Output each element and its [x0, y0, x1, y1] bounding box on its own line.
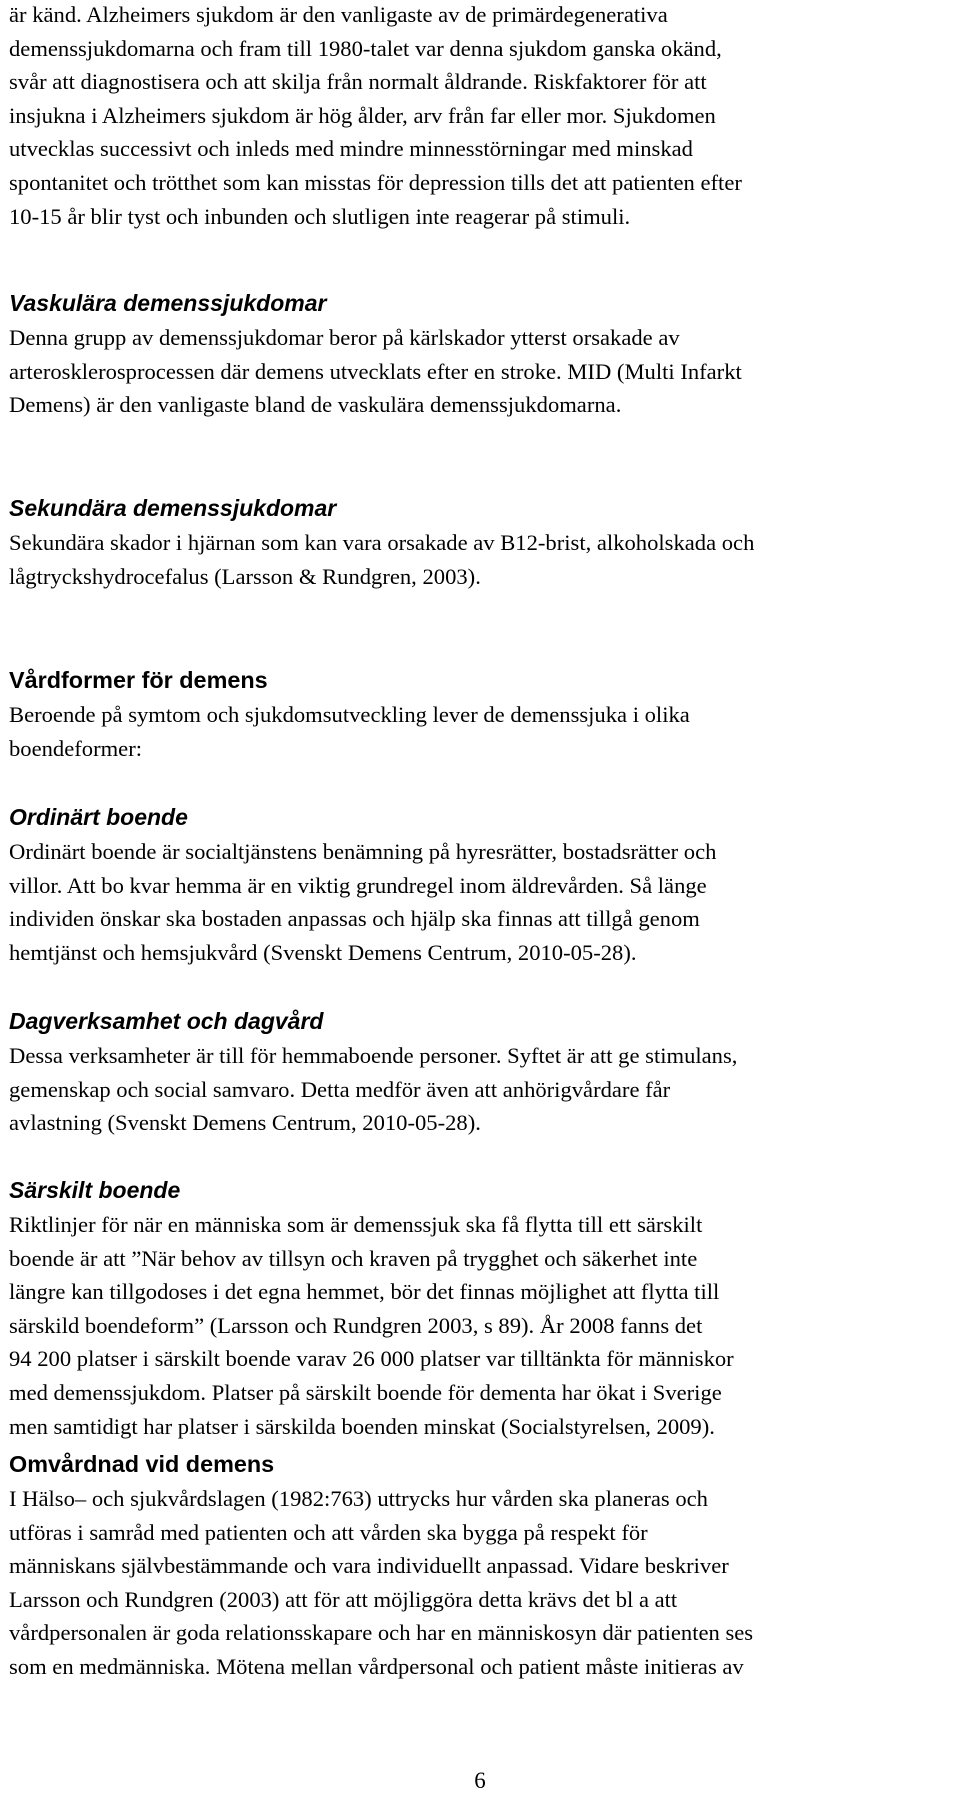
paragraph-ordinart-boende: Ordinärt boende är socialtjänstens benämning på hyresrätter, bostadsrätter och villor. Att bo kvar hemma är en viktig grundregel inom äldrevården. Så länge individen önskar ska bostaden anpassas och hjälp ska finnas att tillgå genom hemtjänst och hemsjukvård (Svenskt Demens Centrum, 2010-05-28).: [9, 839, 717, 965]
paragraph-vardformer: Beroende på symtom och sjukdomsutveckling lever de demenssjuka i olika boendeformer:: [9, 702, 690, 761]
paragraph-dagverksamhet: Dessa verksamheter är till för hemmaboende personer. Syftet är att ge stimulans, gemenskap och social samvaro. Detta medför även att anhörigvårdare får avlastning (Svenskt Demens Centrum, 2010-05-28).: [9, 1043, 738, 1136]
heading-vardformer: Vårdformer för demens: [9, 667, 268, 693]
heading-omvardnad: Omvårdnad vid demens: [9, 1451, 275, 1477]
heading-ordinart-boende: Ordinärt boende: [9, 804, 188, 830]
page-number: 6: [474, 1768, 486, 1793]
paragraph-vaskulara: Denna grupp av demenssjukdomar beror på kärlskador ytterst orsakade av arterosklerosprocessen där demens utvecklats efter en stroke. MID (Multi Infarkt Demens) är den vanligaste bland de vaskulära demenssjukdomarna.: [9, 325, 742, 418]
intro-paragraph: är känd. Alzheimers sjukdom är den vanligaste av de primärdegenerativa demenssjukdomarna och fram till 1980-talet var denna sjukdom ganska okänd, svår att diagnostisera och att skilja från normalt åldrande. Riskfaktorer för att insjukna i Alzheimers sjukdom är hög ålder, arv från far eller mor. Sjukdomen utvecklas successivt och inleds med mindre minnesstörningar med minskad spontanitet och trötthet som kan misstas för depression tills det att patienten efter 10-15 år blir tyst och inbunden och slutligen inte reagerar på stimuli.: [9, 2, 742, 229]
heading-vaskulara: Vaskulära demenssjukdomar: [9, 290, 327, 316]
heading-dagverksamhet: Dagverksamhet och dagvård: [9, 1008, 324, 1034]
heading-sarskilt-boende: Särskilt boende: [9, 1177, 181, 1203]
paragraph-sarskilt-boende: Riktlinjer för när en människa som är demenssjuk ska få flytta till ett särskilt boende är att ”När behov av tillsyn och kraven på trygghet och säkerhet inte längre kan tillgodoses i det egna hemmet, bör det finnas möjlighet att flytta till särskild boendeform” (Larsson och Rundgren 2003, s 89). År 2008 fanns det 94 200 platser i särskilt boende varav 26 000 platser var tilltänkta för människor med demenssjukdom. Platser på särskilt boende för dementa har ökat i Sverige men samtidigt har platser i särskilda boenden minskat (Socialstyrelsen, 2009).: [9, 1212, 734, 1439]
paragraph-sekundara: Sekundära skador i hjärnan som kan vara orsakade av B12-brist, alkoholskada och lågtryckshydrocefalus (Larsson & Rundgren, 2003).: [9, 530, 755, 589]
heading-sekundara: Sekundära demenssjukdomar: [9, 495, 337, 521]
paragraph-omvardnad: I Hälso– och sjukvårdslagen (1982:763) uttrycks hur vården ska planeras och utföras i samråd med patienten och att vården ska bygga på respekt för människans självbestämmande och vara individuellt anpassad. Vidare beskriver Larsson och Rundgren (2003) att för att möjliggöra detta krävs det bl a att vårdpersonalen är goda relationsskapare och har en människosyn där patienten ses som en medmänniska. Mötena mellan vårdpersonal och patient måste initieras av: [9, 1486, 754, 1679]
